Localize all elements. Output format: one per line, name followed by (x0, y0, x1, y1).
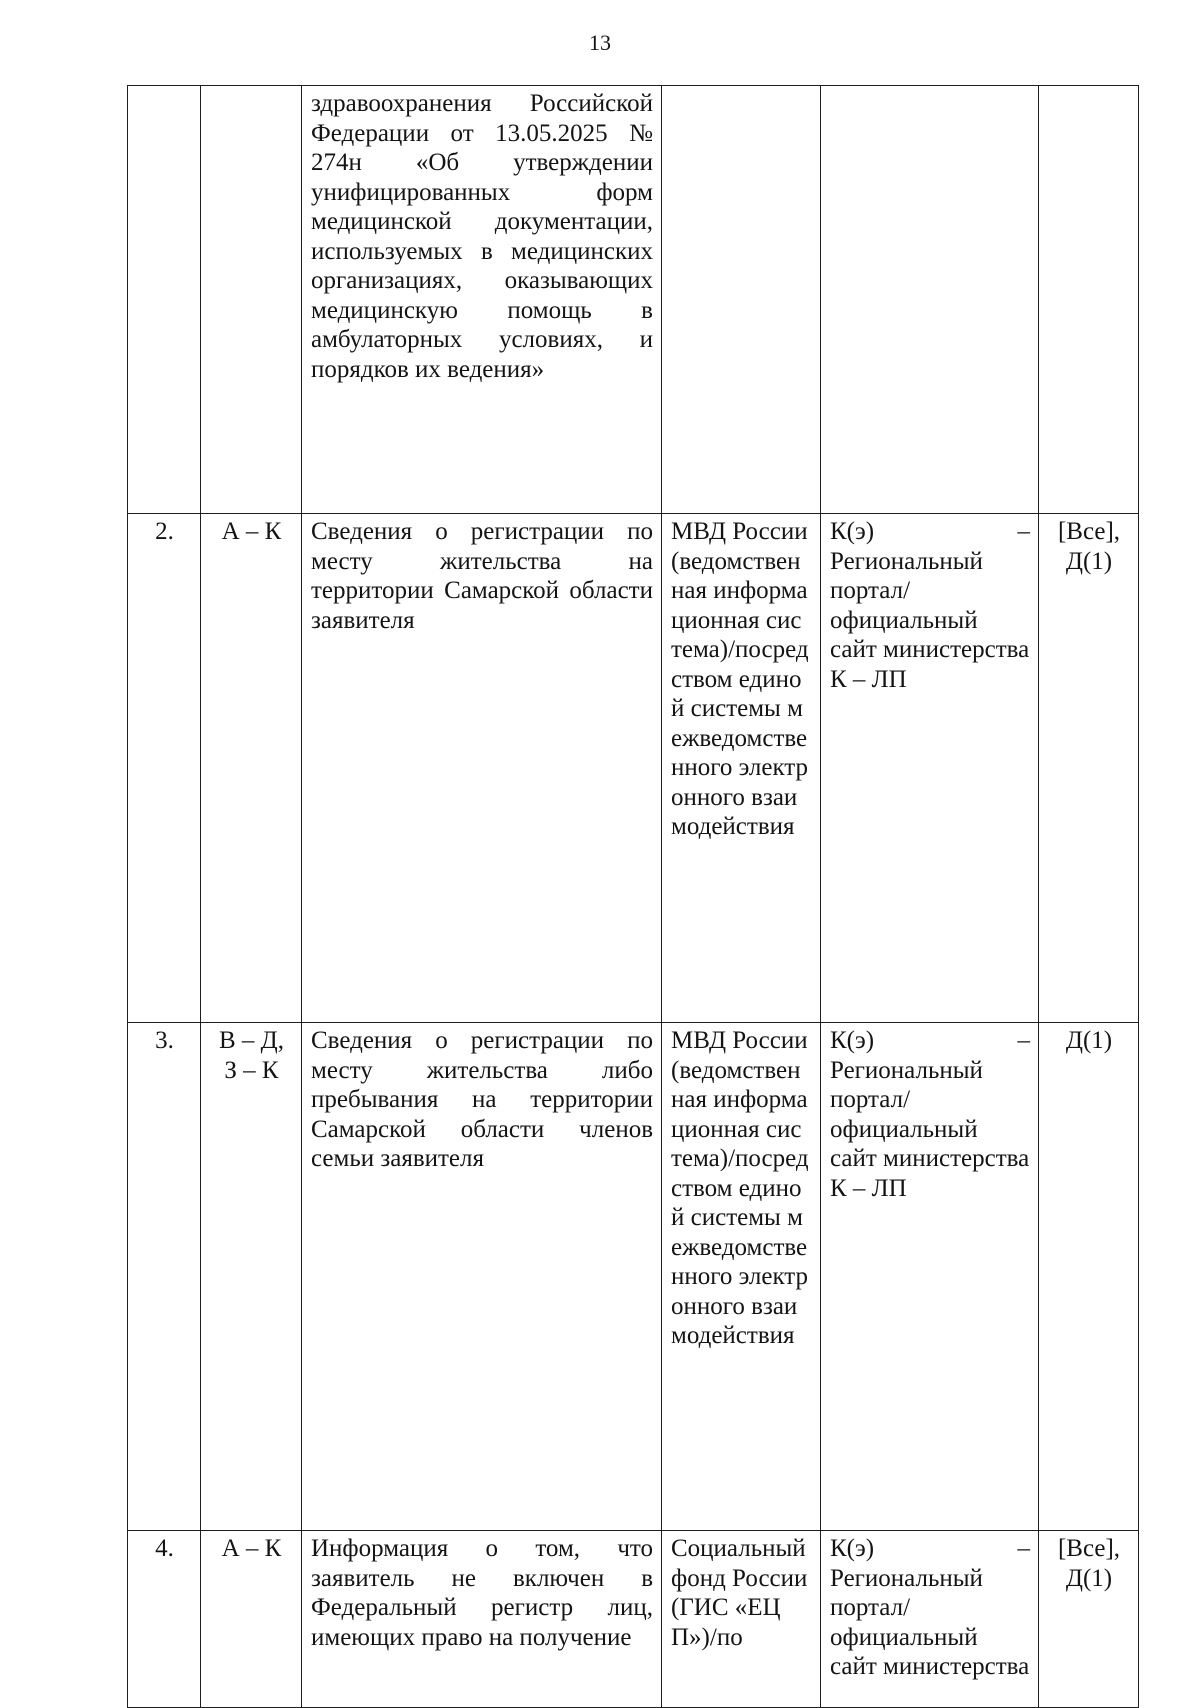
cell-description: Информация о том, что заявитель не включен в Федеральный регистр лиц, имеющих право на получение (302, 1531, 662, 1708)
channel-extra: К – ЛП (830, 1174, 907, 1202)
channel-code: К(э) (830, 1027, 875, 1054)
cell-status: [Все], Д(1) (1039, 514, 1139, 1023)
cell-source: Социальный фонд России (ГИС «ЕЦП»)/по (662, 1531, 821, 1708)
channel-head (830, 1026, 1030, 1056)
cell-channel (821, 86, 1039, 514)
channel-head (830, 517, 1030, 547)
document-table (127, 85, 1139, 1708)
channel-code: К(э) (830, 1535, 875, 1562)
cell-source: МВД России (ведомственная информационная система)/посредством единой системы межведомственного электронного взаимодействия (662, 1023, 821, 1531)
table-row (128, 1023, 1139, 1531)
cell-source: МВД России (ведомственная информационная система)/посредством единой системы межведомственного электронного взаимодействия (662, 514, 821, 1023)
cell-applicant-group: А – К (201, 514, 302, 1023)
cell-applicant-group (201, 86, 302, 514)
table-row (128, 1531, 1139, 1708)
channel-description: Региональный портал/официальный сайт министерства (830, 1564, 1030, 1680)
channel-description: Региональный портал/официальный сайт министерства (830, 1056, 1030, 1172)
channel-code: К(э) (830, 518, 875, 545)
channel-description: Региональный портал/официальный сайт министерства (830, 547, 1030, 663)
cell-channel (821, 1531, 1039, 1708)
cell-number: 4. (128, 1531, 201, 1708)
cell-status (1039, 86, 1139, 514)
table-row (128, 514, 1139, 1023)
channel-dash: – (1017, 1535, 1030, 1562)
cell-number: 2. (128, 514, 201, 1023)
table-row (128, 86, 1139, 514)
cell-number (128, 86, 201, 514)
channel-dash: – (1017, 518, 1030, 545)
cell-description: здравоохранения Российской Федерации от 13.05.2025 № 274н «Об утверждении унифицированных форм медицинской документации, используемых в медицинских организациях, оказывающих медицинскую помощь в амбулаторных условиях, и порядков их ведения» (302, 86, 662, 514)
page-number: 13 (589, 30, 611, 55)
cell-description: Сведения о регистрации по месту жительства на территории Самарской области заявителя (302, 514, 662, 1023)
cell-source (662, 86, 821, 514)
cell-number: 3. (128, 1023, 201, 1531)
channel-extra: К – ЛП (830, 665, 907, 693)
cell-applicant-group: В – Д, З – К (201, 1023, 302, 1531)
cell-applicant-group: А – К (201, 1531, 302, 1708)
channel-head (830, 1534, 1030, 1564)
cell-channel (821, 514, 1039, 1023)
channel-dash: – (1017, 1027, 1030, 1054)
cell-channel (821, 1023, 1039, 1531)
cell-status: Д(1) (1039, 1023, 1139, 1531)
cell-description: Сведения о регистрации по месту жительства либо пребывания на территории Самарской области членов семьи заявителя (302, 1023, 662, 1531)
cell-status: [Все], Д(1) (1039, 1531, 1139, 1708)
